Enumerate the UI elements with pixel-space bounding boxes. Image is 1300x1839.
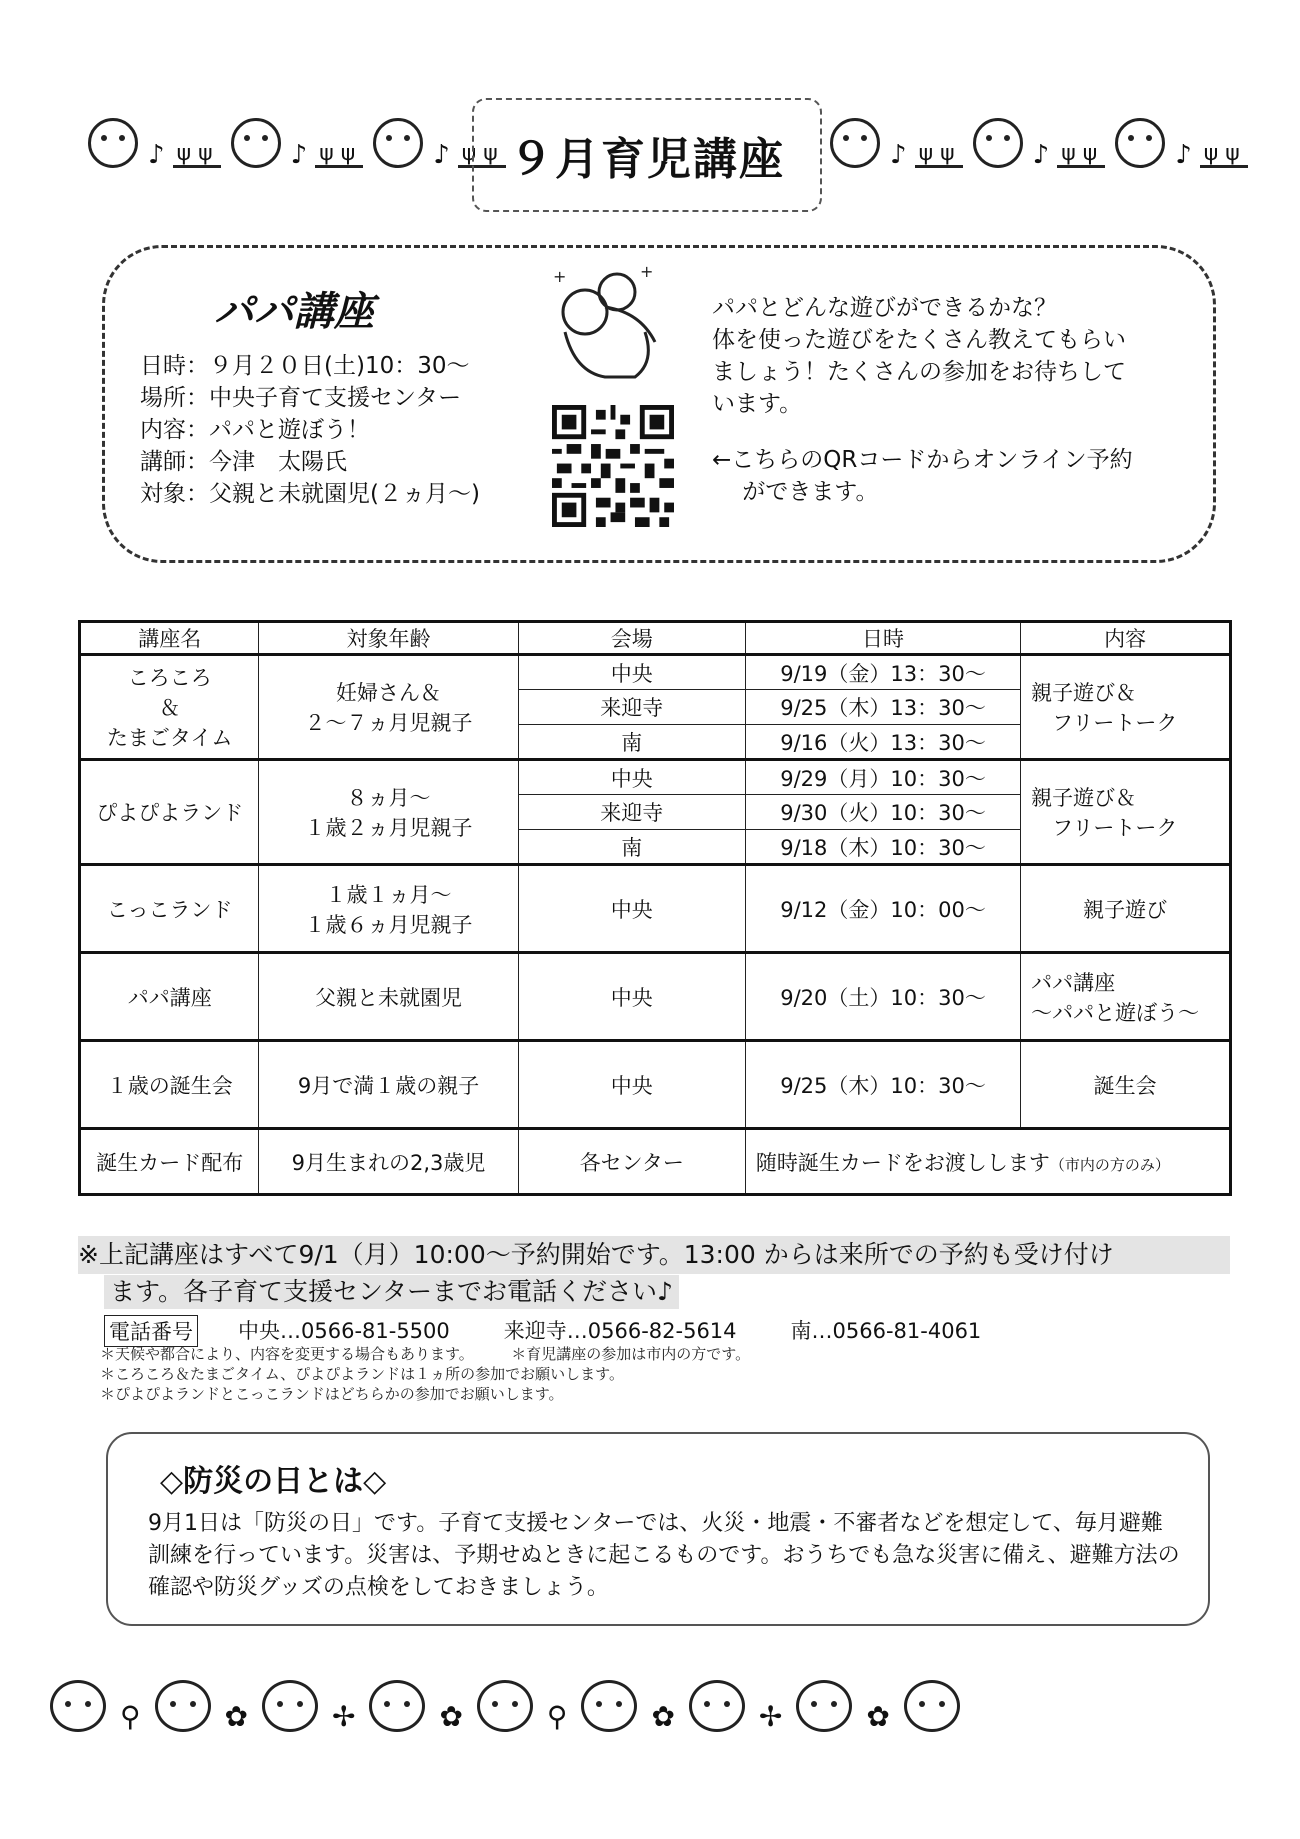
course-name: パパ講座: [80, 953, 259, 1041]
music-note-icon: ♪: [290, 140, 308, 170]
target-age: 妊婦さん＆ ２～７ヵ月児親子: [259, 655, 518, 760]
venue: 各センター: [518, 1129, 745, 1195]
datetime: 9/19（金）13：30～: [745, 655, 1020, 690]
content: 親子遊び＆ フリートーク: [1021, 655, 1231, 760]
header-content: 内容: [1021, 622, 1231, 655]
bee-icon: [973, 118, 1023, 168]
description-line: います。: [712, 391, 803, 417]
course-name: ころころ ＆ たまごタイム: [80, 655, 259, 760]
top-left-decoration: [88, 118, 516, 168]
venue: 南: [518, 830, 745, 865]
reservation-notice-line2: ます。各子育て支援センターまでお電話ください♪: [104, 1275, 679, 1309]
course-name: １歳の誕生会: [80, 1041, 259, 1129]
baby-icon: [689, 1680, 745, 1732]
papa-lecture-description: [712, 292, 1182, 508]
detail-target: 対象：父親と未就園児(２ヵ月～): [140, 481, 480, 507]
papa-lecture-details: [140, 350, 480, 510]
baby-icon: [581, 1680, 637, 1732]
grass-icon: [315, 143, 363, 168]
dragonfly-icon: ✢: [758, 1700, 783, 1733]
datetime: 9/20（土）10：30～: [745, 953, 1020, 1041]
detail-place: 場所：中央子育て支援センター: [140, 385, 462, 411]
flower-icon: ✿: [439, 1700, 463, 1733]
music-note-icon: ♪: [890, 140, 907, 170]
target-age: １歳１ヵ月～ １歳６ヵ月児親子: [259, 865, 518, 953]
grass-icon: [173, 143, 221, 168]
venue: 中央: [518, 865, 745, 953]
grass-icon: [1057, 143, 1105, 168]
header-datetime: 日時: [745, 622, 1020, 655]
datetime: 9/25（木）13：30～: [745, 690, 1020, 725]
datetime: 9/12（金）10：00～: [745, 865, 1020, 953]
target-age: 父親と未就園児: [259, 953, 518, 1041]
phone-numbers: [104, 1315, 1035, 1347]
baby-icon: [50, 1680, 106, 1732]
birthday-card-info: 随時誕生カードをお渡しします（市内の方のみ）: [745, 1129, 1230, 1195]
description-line: 体を使った遊びをたくさん教えてもらい: [712, 327, 1126, 353]
baby-icon: [369, 1680, 425, 1732]
venue: 来迎寺: [518, 795, 745, 830]
reservation-notice: ※上記講座はすべて9/1（月）10:00～予約開始です。13:00 からは来所での予約も受け付け: [78, 1236, 1230, 1274]
course-name: ぴよぴよランド: [80, 760, 259, 865]
datetime: 9/18（木）10：30～: [745, 830, 1020, 865]
disaster-day-body: [148, 1508, 1188, 1604]
baby-icon: [477, 1680, 533, 1732]
baby-icon: [262, 1680, 318, 1732]
venue: 中央: [518, 760, 745, 795]
content: 親子遊び＆ フリートーク: [1021, 760, 1231, 865]
top-right-decoration: [830, 118, 1258, 168]
datetime: 9/16（火）13：30～: [745, 725, 1020, 760]
small-notes: [100, 1344, 750, 1404]
body-line: 9月1日は「防災の日」です。子育て支援センターでは、火災・地震・不審者などを想定して、毎月避難: [148, 1511, 1163, 1536]
baby-icon: [904, 1680, 960, 1732]
music-note-icon: ♪: [433, 140, 450, 170]
flower-icon: ✿: [651, 1700, 675, 1733]
bee-icon: [1115, 118, 1165, 168]
header-venue: 会場: [518, 622, 745, 655]
grass-icon: [915, 143, 963, 168]
schedule-table: [78, 620, 1232, 1196]
phone-label: 電話番号: [104, 1315, 198, 1347]
note-line: ＊ころころ＆たまごタイム、ぴよぴよランドは１ヵ所の参加でお願いします。: [100, 1365, 624, 1383]
bee-icon: [88, 118, 138, 168]
venue: 南: [518, 725, 745, 760]
svg-text:+: +: [553, 267, 567, 286]
venue: 来迎寺: [518, 690, 745, 725]
baby-icon: [796, 1680, 852, 1732]
target-age: 9月生まれの2,3歳児: [259, 1129, 518, 1195]
target-age: ８ヵ月～ １歳２ヵ月児親子: [259, 760, 518, 865]
phone-minami[interactable]: 南…0566-81-4061: [790, 1319, 982, 1343]
svg-text:+: +: [640, 262, 654, 281]
note-line: ＊ぴよぴよランドとこっこランドはどちらかの参加でお願いします。: [100, 1385, 564, 1403]
content: 親子遊び: [1021, 865, 1231, 953]
disaster-day-heading: ◇防災の日とは◇: [160, 1464, 387, 1499]
detail-datetime: 日時：９月２０日(土)10：30～: [140, 353, 470, 379]
course-name: 誕生カード配布: [80, 1129, 259, 1195]
page-title-box: [472, 98, 822, 212]
bee-icon: [373, 118, 423, 168]
body-line: 訓練を行っています。災害は、予期せぬときに起こるものです。おうちでも急な災害に備え、避難方法の: [148, 1543, 1180, 1568]
phone-chuo[interactable]: 中央…0566-81-5500: [238, 1319, 450, 1343]
dragonfly-icon: ✢: [331, 1700, 356, 1733]
venue: 中央: [518, 953, 745, 1041]
flower-icon: ✿: [224, 1700, 248, 1733]
music-note-icon: ♪: [1032, 140, 1050, 170]
description-line: ましょう！たくさんの参加をお待ちして: [712, 359, 1126, 385]
phone-raigoji[interactable]: 来迎寺…0566-82-5614: [503, 1319, 737, 1343]
qr-code[interactable]: [552, 405, 674, 527]
qr-note: ←こちらのQRコードからオンライン予約: [712, 447, 1133, 473]
datetime: 9/30（火）10：30～: [745, 795, 1020, 830]
music-note-icon: ♪: [1175, 140, 1192, 170]
venue: 中央: [518, 1041, 745, 1129]
qr-note: ができます。: [712, 479, 879, 505]
description-line: パパとどんな遊びができるかな？: [712, 295, 1057, 321]
body-line: 確認や防災グッズの点検をしておきましょう。: [148, 1575, 609, 1600]
course-name: こっこランド: [80, 865, 259, 953]
acorn-icon: ⚲: [546, 1700, 568, 1733]
bottom-decoration: [50, 1680, 974, 1732]
detail-instructor: 講師：今津 太陽氏: [140, 449, 347, 475]
papa-lecture-heading: パパ講座: [214, 289, 374, 335]
father-child-illustration: [545, 262, 675, 392]
baby-icon: [155, 1680, 211, 1732]
flower-icon: ✿: [866, 1700, 890, 1733]
datetime: 9/29（月）10：30～: [745, 760, 1020, 795]
target-age: 9月で満１歳の親子: [259, 1041, 518, 1129]
venue: 中央: [518, 655, 745, 690]
detail-content: 内容：パパと遊ぼう！: [140, 417, 370, 443]
bee-icon: [830, 118, 880, 168]
header-age: 対象年齢: [259, 622, 518, 655]
header-course: 講座名: [80, 622, 259, 655]
bee-icon: [231, 118, 281, 168]
content: パパ講座 ～パパと遊ぼう～: [1021, 953, 1231, 1041]
datetime: 9/25（木）10：30～: [745, 1041, 1020, 1129]
grass-icon: [1200, 143, 1248, 168]
content: 誕生会: [1021, 1041, 1231, 1129]
acorn-icon: ⚲: [120, 1700, 141, 1733]
note-line: ＊天候や都合により、内容を変更する場合もあります。 ＊育児講座の参加は市内の方です。: [100, 1345, 751, 1363]
music-note-icon: ♪: [148, 140, 165, 170]
page-title: ９月育児講座: [509, 134, 785, 185]
